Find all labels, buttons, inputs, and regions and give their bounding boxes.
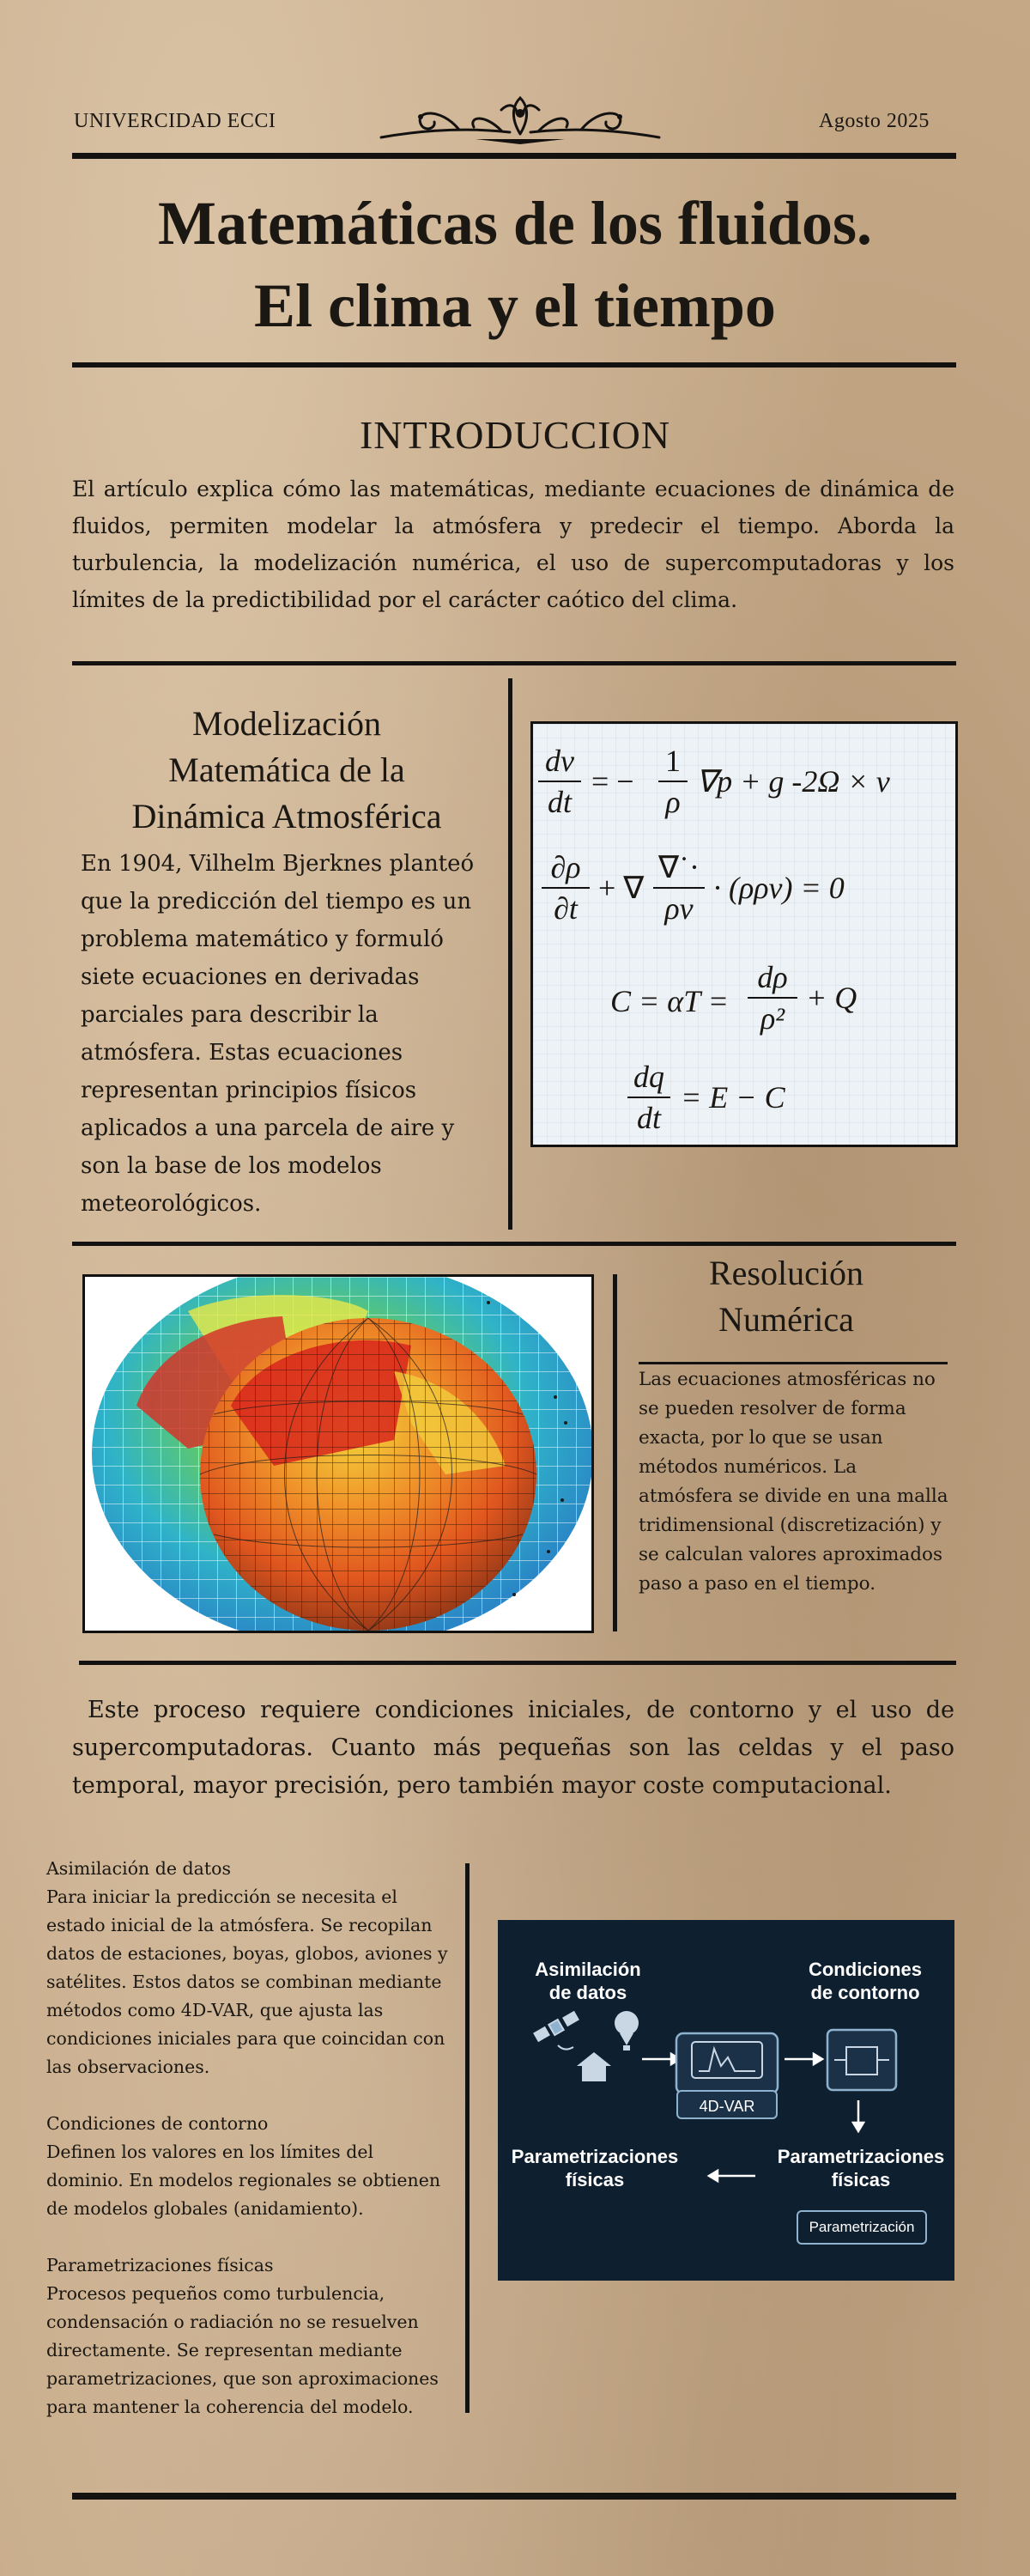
resolucion-heading-line1: Resolución — [709, 1254, 863, 1292]
diagram-param-left-line2: físicas — [565, 2169, 625, 2190]
equation-continuity: ∂ρ ∂t + ∇ ∇˙· ρν · (ρρv) = 0 — [542, 849, 954, 935]
diagram-cond-line1: Condiciones — [808, 1959, 922, 1980]
proceso-text — [72, 1692, 954, 1805]
detail-parametrizaciones — [46, 2251, 455, 2421]
detail-asimilacion — [46, 1855, 455, 2081]
diagram-param-left-label — [498, 2145, 692, 2191]
page-title: Matemáticas de los fluidos. — [158, 189, 872, 258]
resolucion-underline — [639, 1362, 948, 1364]
intro-heading: INTRODUCCION — [359, 413, 671, 457]
globe-grid-image — [82, 1274, 594, 1633]
proceso-text-content: Este proceso requiere condiciones iniciales, de contorno y el uso de supercomputadoras. Cuanto más pequeñas son las celdas y el paso temporal, mayor precisión, pero también mayor coste computacional. — [72, 1697, 954, 1799]
diagram-param-right-label — [767, 2145, 954, 2191]
diagram-asim-line1: Asimilación — [535, 1959, 641, 1980]
issue-date: Agosto 2025 — [819, 110, 930, 132]
resolucion-rule — [79, 1661, 956, 1665]
institution-name: UNIVERCIDAD ECCI — [74, 110, 276, 132]
modelizacion-heading-line2: Matemática de la — [168, 750, 405, 789]
modelizacion-rule — [72, 1242, 956, 1246]
modelizacion-heading-line3: Dinámica Atmosférica — [131, 797, 442, 835]
equations-panel — [530, 721, 958, 1147]
title-rule — [72, 362, 956, 368]
resolucion-text: Las ecuaciones atmosféricas no se pueden resolver de forma exacta, por lo que se usan métodos numéricos. La atmósfera se divide en una malla tridimensional (discretización) y se calculan valores aproximados paso a paso en el tiempo. — [639, 1369, 948, 1595]
equation-humidity: dq dt = E − C — [627, 1059, 885, 1145]
detail-contorno — [46, 2110, 455, 2223]
diagram-param-left-line1: Parametrizaciones — [511, 2146, 679, 2167]
page-subtitle: El clima y el tiempo — [254, 271, 776, 340]
resolucion-divider — [613, 1274, 617, 1631]
ornament-icon — [373, 91, 668, 146]
satellite-icon — [534, 2012, 578, 2049]
diagram-cond-line2: de contorno — [810, 1982, 920, 2003]
resolucion-heading — [640, 1250, 932, 1343]
station-icon — [577, 2052, 611, 2081]
column-divider — [508, 678, 512, 1230]
detail-text: Procesos pequeños como turbulencia, condensación o radiación no se resuelven directamente. Se representan mediante parametrizaciones, que son aproximaciones para mantener la coherencia del modelo. — [46, 2283, 439, 2417]
detail-title: Asimilación de datos — [46, 1858, 231, 1879]
domain-box-icon — [827, 2030, 896, 2090]
diagram-asim-line2: de datos — [548, 1982, 627, 2003]
detail-title: Parametrizaciones físicas — [46, 2255, 274, 2275]
diagram-param-right-line1: Parametrizaciones — [777, 2146, 945, 2167]
balloon-icon — [615, 2011, 639, 2050]
detail-title: Condiciones de contorno — [46, 2113, 269, 2134]
modelizacion-text: En 1904, Vilhelm Bjerknes planteó que la predicción del tiempo es un problema matemático y formuló siete ecuaciones en derivadas parciales para describir la atmósfera. Estas ecuaciones representan principios físicos aplicados a una parcela de aire y son la base de los modelos meteorológicos. — [81, 851, 475, 1217]
detail-text: Para iniciar la predicción se necesita el estado inicial de la atmósfera. Se recopilan datos de estaciones, boyas, globos, aviones y satélites. Estos datos se combinan mediante métodos como 4D-VAR, que ajusta las condiciones iniciales para que coincidan con las observaciones. — [46, 1886, 448, 2077]
bottom-rule — [72, 2493, 956, 2500]
equation-momentum: dv dt = − 1 ρ ∇p + g -2Ω × v — [538, 743, 958, 829]
parametrizacion-button[interactable]: Parametrización — [797, 2210, 927, 2245]
model-chip-icon — [676, 2033, 778, 2093]
equation-thermo: C = αT = dρ ρ² + Q — [610, 960, 857, 1036]
globe-icon — [85, 1277, 591, 1631]
workflow-diagram — [498, 1920, 954, 2281]
details-divider — [465, 1863, 470, 2413]
modelizacion-heading-line1: Modelización — [192, 704, 381, 743]
intro-rule — [72, 661, 956, 665]
diagram-param-right-line2: físicas — [831, 2169, 891, 2190]
resolucion-heading-line2: Numérica — [718, 1300, 854, 1339]
intro-text: El artículo explica cómo las matemáticas, mediante ecuaciones de dinámica de fluidos, permiten modelar la atmósfera y predecir el tiempo. Aborda la turbulencia, la modelización numérica, el uso de supercomputadoras y los límites de la predictibilidad por el carácter caótico del clima. — [72, 477, 954, 612]
detail-text: Definen los valores en los límites del dominio. En modelos regionales se obtienen de modelos globales (anidamiento). — [46, 2142, 441, 2219]
top-rule — [72, 153, 956, 159]
details-column — [46, 1855, 455, 2450]
modelizacion-heading — [72, 701, 501, 840]
fourdvar-badge: 4D-VAR — [676, 2090, 778, 2119]
